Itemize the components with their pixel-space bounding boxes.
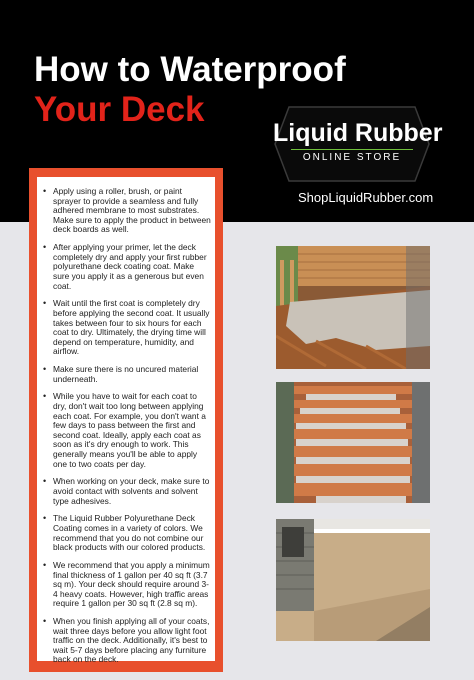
instruction-item: • Wait until the first coat is completely dry before applying the second coat. It usually takes between four to six hours for each coat to dry. Ultimately, the drying time will depend on temperature, humidity, and airflow.: [41, 299, 211, 357]
instructions-list: [41, 187, 211, 673]
instruction-item: • While you have to wait for each coat to dry, don't wait too long between applying each coat. For example, you don't want a few days to pass between the first and second coat. Ideally, apply each coat as soon as it's dry enough to work. This generally means you'll be able to apply one to two coats per day.: [41, 392, 211, 469]
deck-photo-finished: [276, 519, 430, 641]
brand-logo: [273, 105, 443, 183]
instruction-item: • When you finish applying all of your coats, wait three days before you allow light foot traffic on the deck. Additionally, it's best to wait 5-7 days before placing any furniture back on the deck.: [41, 617, 211, 665]
instruction-item: • We recommend that you apply a minimum final thickness of 1 gallon per 40 sq ft (3.7 sq m). Your deck should require around 3-4 heavy coats. However, high traffic areas require 1 gallon per 30 sq ft (2.8 sq m).: [41, 561, 211, 609]
page-title-line-1: How to Waterproof: [34, 50, 346, 89]
deck-photo-first-coat: [276, 382, 430, 503]
deck-photo-primer: [276, 246, 430, 369]
instruction-item: • After applying your primer, let the deck completely dry and apply your first rubber polyurethane deck coating coat. Make sure you apply it as a generous but even coat.: [41, 243, 211, 291]
instruction-item: • Apply using a roller, brush, or paint sprayer to provide a seamless and fully adhered membrane to most substrates. Make sure to apply the product in between deck boards as well.: [41, 187, 211, 235]
store-url-link[interactable]: ShopLiquidRubber.com: [298, 190, 434, 205]
instruction-item: • The Liquid Rubber Polyurethane Deck Coating comes in a variety of colors. We recommend that you do not combine our black products with our colored products.: [41, 514, 211, 552]
instruction-item: • Make sure there is no uncured material underneath.: [41, 365, 211, 384]
instruction-item: • When working on your deck, make sure to avoid contact with solvents and solvent type adhesives.: [41, 477, 211, 506]
page-title-line-2: Your Deck: [34, 90, 205, 129]
logo-tagline: ONLINE STORE: [302, 152, 402, 163]
logo-divider: [291, 149, 413, 150]
logo-wordmark: Liquid Rubber: [273, 119, 443, 147]
